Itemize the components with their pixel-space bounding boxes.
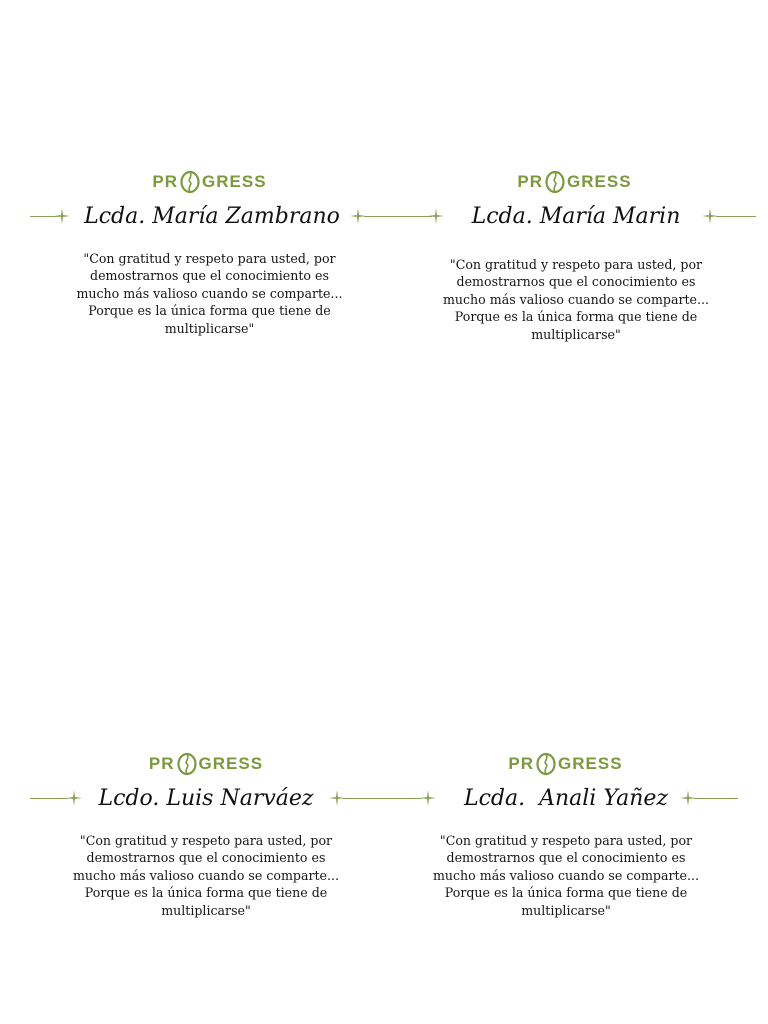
progress-logo [25, 170, 394, 196]
progress-logo [391, 170, 758, 196]
card-maria-zambrano [30, 170, 394, 370]
dedication-quote: "Con gratitud y respeto para usted, por demostrarnos que el conocimiento es mucho más valioso cuando se comparte... Porque es la única forma que tiene de multiplicarse" [76, 251, 343, 336]
recipient-name: Lcda. Anali Yañez [463, 786, 669, 811]
logo-text-left: PR [508, 754, 535, 773]
dedication-quote: "Con gratitud y respeto para usted, por demostrarnos que el conocimiento es mucho más valioso cuando se comparte... Porque es la única forma que tiene de multiplicarse" [442, 257, 710, 342]
progress-logo [18, 752, 394, 778]
divider-line-right [364, 216, 394, 217]
name-row [30, 200, 394, 234]
name-row [394, 200, 758, 234]
card-luis-narvaez [30, 752, 394, 952]
logo-text-right: GRESS [202, 172, 267, 191]
logo-text-left: PR [148, 754, 175, 773]
progress-logo [393, 752, 738, 778]
divider-line-right [694, 798, 738, 799]
logo-text-right: GRESS [567, 172, 632, 191]
logo-text-left: PR [517, 172, 544, 191]
spine-o-icon [535, 752, 557, 776]
name-row [394, 782, 738, 816]
divider-line-right [716, 216, 756, 217]
card-maria-marin [394, 170, 758, 370]
recipient-name: Lcda. María Zambrano [84, 204, 340, 229]
name-row [30, 782, 394, 816]
logo-text-right: GRESS [558, 754, 623, 773]
divider-line-right [343, 798, 394, 799]
spine-o-icon [179, 170, 201, 194]
card-anali-yanez [394, 752, 738, 952]
spine-o-icon [176, 752, 198, 776]
dedication-quote: "Con gratitud y respeto para usted, por demostrarnos que el conocimiento es mucho más valioso cuando se comparte... Porque es la única forma que tiene de multiplicarse" [72, 833, 340, 918]
logo-text-right: GRESS [198, 754, 264, 773]
logo-text-left: PR [152, 172, 179, 191]
dedication-quote: "Con gratitud y respeto para usted, por demostrarnos que el conocimiento es mucho más valioso cuando se comparte... Porque es la única forma que tiene de multiplicarse" [432, 833, 700, 918]
spine-o-icon [544, 170, 566, 194]
recipient-name: Lcda. María Marin [471, 204, 681, 229]
recipient-name: Lcdo. Luis Narváez [98, 786, 314, 811]
